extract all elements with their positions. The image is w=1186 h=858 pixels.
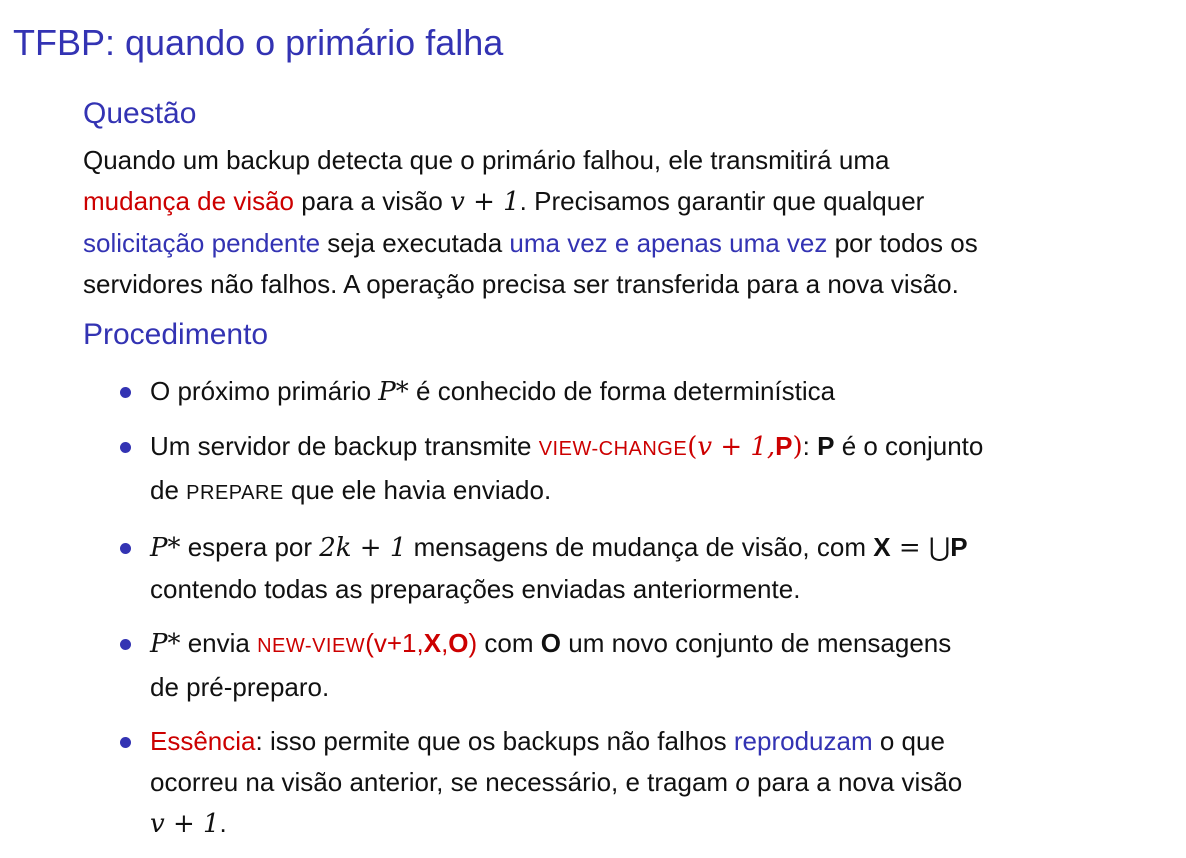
- text-fragment: para a nova visão: [749, 767, 963, 797]
- bullet-5-line-2: [150, 762, 1158, 803]
- bullet-4-line-1: [150, 623, 1158, 667]
- term-solicitacao-pendente: solicitação pendente: [83, 228, 321, 258]
- math-v-plus-1: v + 1: [150, 809, 220, 839]
- text-fragment: envia: [180, 628, 258, 658]
- bullet-icon: [120, 737, 131, 748]
- bold-x: X: [873, 532, 891, 562]
- term-mudanca-de-visao: mudança de visão: [83, 186, 295, 216]
- bullet-icon: [120, 543, 131, 554]
- text-fragment: é o conjunto: [834, 431, 984, 461]
- text-fragment: . Precisamos garantir que qualquer: [519, 186, 925, 216]
- text-fragment: seja executada: [320, 228, 510, 258]
- bullet-2-line-1: [150, 426, 1158, 470]
- text-fragment: que ele havia enviado.: [283, 475, 552, 505]
- term-essencia: Essência: [150, 726, 256, 756]
- list-item: [118, 426, 1158, 514]
- bold-p: P: [950, 532, 968, 562]
- bold-x: X: [423, 628, 442, 658]
- questao-line-3: [83, 223, 1153, 264]
- bold-p: P: [775, 431, 793, 461]
- text-fragment: ): [468, 628, 478, 658]
- text-fragment: :: [802, 431, 818, 461]
- list-item: [118, 527, 1158, 610]
- math-v-plus-1: v + 1,: [697, 432, 776, 462]
- bold-o: O: [448, 628, 469, 658]
- questao-line-1: Quando um backup detecta que o primário falhou, ele transmitirá uma: [83, 145, 890, 175]
- msg-view-change: VIEW-CHANGE: [538, 438, 688, 460]
- math-p-star: P*: [150, 629, 181, 659]
- text-fragment: com: [477, 628, 541, 658]
- text-fragment: (v+1,: [365, 628, 424, 658]
- text-fragment: : isso permite que os backups não falhos: [255, 726, 734, 756]
- text-fragment: para a visão: [294, 186, 451, 216]
- bullet-icon: [120, 442, 131, 453]
- bullet-3-line-2: contendo todas as preparações enviadas anteriormente.: [150, 574, 801, 604]
- text-fragment: é conhecido de forma determinística: [408, 376, 836, 406]
- text-fragment: ): [792, 432, 803, 462]
- text-fragment: por todos os: [827, 228, 978, 258]
- text-fragment: .: [219, 808, 227, 838]
- msg-new-view: NEW-VIEW: [257, 635, 366, 657]
- bullet-4-line-2: de pré-preparo.: [150, 672, 330, 702]
- math-2k-plus-1: 2k + 1: [319, 533, 407, 563]
- text-fragment: o que: [872, 726, 945, 756]
- text-fragment: mensagens de mudança de visão, com: [406, 532, 874, 562]
- union-operator: = ⋃: [890, 533, 951, 563]
- list-item: [118, 721, 1158, 845]
- math-p-star: P*: [378, 377, 409, 407]
- text-fragment: Um servidor de backup transmite: [150, 431, 539, 461]
- math-p-star: P*: [150, 533, 181, 563]
- math-v-plus-1: v + 1: [450, 187, 520, 217]
- questao-line-4: servidores não falhos. A operação precisa ser transferida para a nova visão.: [83, 269, 959, 299]
- procedimento-heading: Procedimento: [83, 318, 269, 351]
- list-item: [118, 371, 1158, 413]
- msg-prepare: PREPARE: [186, 482, 284, 504]
- questao-body: [83, 140, 1153, 305]
- questao-heading: Questão: [83, 97, 197, 130]
- bold-o: O: [540, 628, 562, 658]
- bullet-icon: [120, 639, 131, 650]
- term-reproduzam: reproduzam: [733, 726, 873, 756]
- text-fragment: (: [687, 432, 698, 462]
- text-fragment: ,: [441, 628, 449, 658]
- procedimento-list: [118, 371, 1158, 858]
- bullet-3-line-1: [150, 527, 1158, 569]
- bullet-5-line-1: [150, 721, 1158, 762]
- bullet-5-line-3: [150, 803, 1158, 845]
- term-uma-vez: uma vez e apenas uma vez: [509, 228, 828, 258]
- questao-line-2: [83, 181, 1153, 223]
- bold-p: P: [817, 431, 835, 461]
- italic-o: o: [735, 767, 750, 797]
- text-fragment: ocorreu na visão anterior, se necessário, e tragam: [150, 767, 736, 797]
- text-fragment: espera por: [180, 532, 320, 562]
- slide-title: TFBP: quando o primário falha: [13, 22, 504, 63]
- bullet-2-line-2: [150, 470, 1158, 514]
- text-fragment: um novo conjunto de mensagens: [561, 628, 952, 658]
- text-fragment: O próximo primário: [150, 376, 379, 406]
- bullet-icon: [120, 387, 131, 398]
- list-item: [118, 623, 1158, 708]
- text-fragment: de: [150, 475, 187, 505]
